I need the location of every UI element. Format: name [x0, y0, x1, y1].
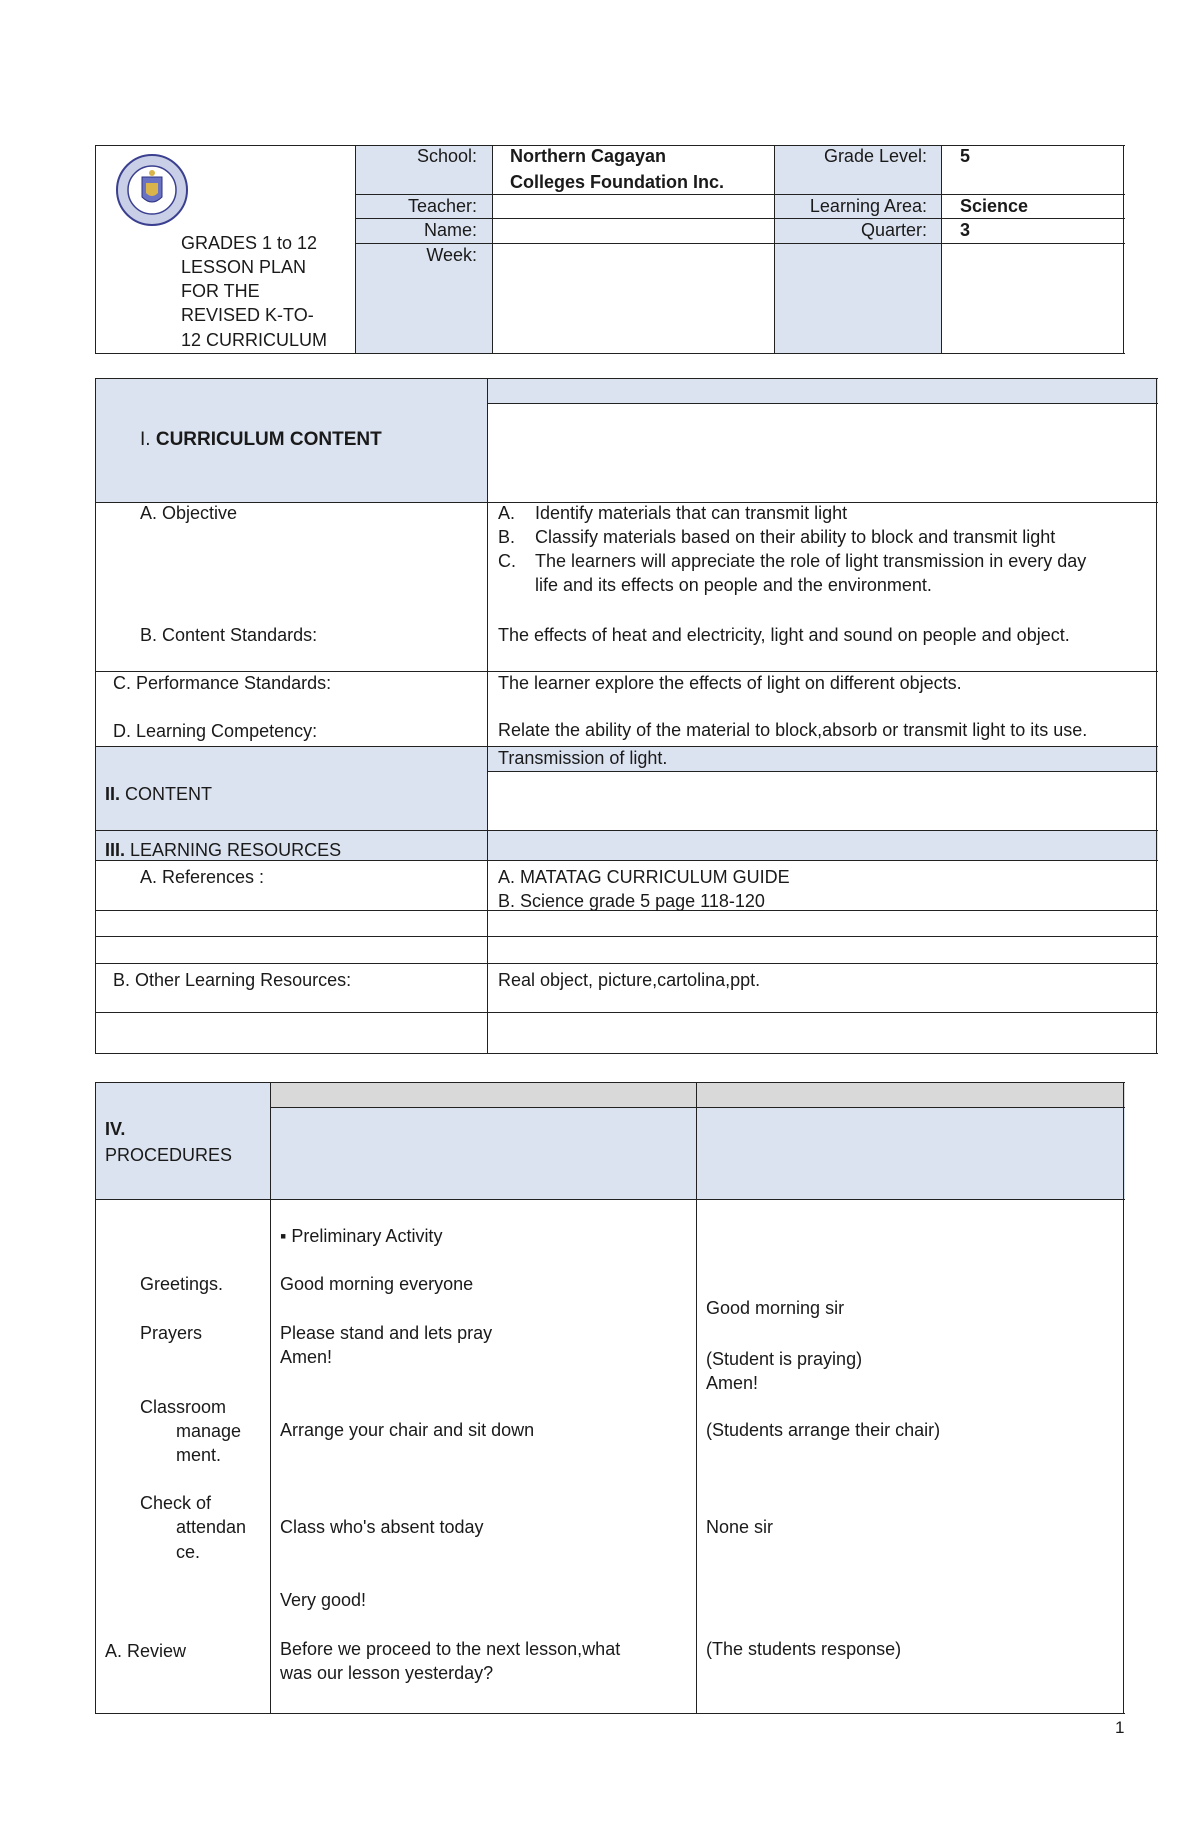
- classroom-label: ment.: [176, 1445, 222, 1465]
- classroom-label: Classroom: [140, 1397, 227, 1417]
- curriculum-section-title: [140, 429, 382, 451]
- section-number: II.: [105, 784, 121, 804]
- objective-letter: C.: [498, 551, 516, 571]
- learning-area-label: Learning Area:: [809, 196, 927, 216]
- review-label: A. Review: [105, 1641, 187, 1661]
- header-title-line: LESSON PLAN: [181, 257, 307, 277]
- objective-text: Identify materials that can transmit light: [535, 503, 848, 523]
- content-standards-label: B. Content Standards:: [140, 625, 318, 645]
- resources-section-title: [105, 839, 341, 861]
- attendance-label: ce.: [176, 1542, 201, 1562]
- section-title: CONTENT: [125, 784, 213, 804]
- bullet-icon: ▪: [280, 1226, 287, 1246]
- performance-standards-label: C. Performance Standards:: [113, 673, 332, 693]
- content-standards-value: The effects of heat and electricity, light and sound on people and object.: [498, 625, 1070, 645]
- procedures-header-fill: [95, 1082, 270, 1199]
- procedures-header-fill-2: [270, 1107, 1125, 1199]
- content-section-title: [105, 783, 212, 805]
- school-label: School:: [416, 146, 477, 166]
- section-title: CURRICULUM CONTENT: [155, 429, 382, 450]
- school-value: Northern Cagayan: [510, 146, 667, 166]
- curriculum-header-strip: [487, 378, 1158, 403]
- review-teacher: was our lesson yesterday?: [280, 1663, 494, 1683]
- very-good-text: Very good!: [280, 1590, 367, 1610]
- section-title: LEARNING RESOURCES: [130, 840, 342, 860]
- learning-competency-value: Relate the ability of the material to block,absorb or transmit light to its use.: [498, 720, 1088, 740]
- review-student: (The students response): [706, 1639, 902, 1659]
- other-resources-value: Real object, picture,cartolina,ppt.: [498, 970, 761, 990]
- preliminary-label: Preliminary Activity: [291, 1226, 443, 1246]
- attendance-student: None sir: [706, 1517, 774, 1537]
- classroom-teacher: Arrange your chair and sit down: [280, 1420, 535, 1440]
- objective-text-continued: life and its effects on people and the environment.: [535, 575, 932, 595]
- reference-item: B. Science grade 5 page 118-120: [498, 891, 765, 911]
- deped-seal-logo: [112, 153, 192, 228]
- procedures-number: IV.: [105, 1119, 126, 1139]
- procedures-title: PROCEDURES: [105, 1145, 233, 1165]
- section-number: III.: [105, 840, 126, 860]
- classroom-student: (Students arrange their chair): [706, 1420, 941, 1440]
- procedures-grey-strip: [270, 1082, 1125, 1107]
- review-teacher: Before we proceed to the next lesson,what: [280, 1639, 621, 1659]
- objective-letter: B.: [498, 527, 516, 547]
- section-number: I.: [140, 429, 151, 450]
- header-fill-labels-2: [774, 145, 941, 353]
- learning-area-value: Science: [960, 196, 1029, 216]
- objective-label: A. Objective: [140, 503, 238, 523]
- objective-text: Classify materials based on their ability to block and transmit light: [535, 527, 1056, 547]
- objective-text: The learners will appreciate the role of light transmission in every day: [535, 551, 1087, 571]
- attendance-label: attendan: [176, 1517, 247, 1537]
- preliminary-activity: [280, 1225, 442, 1247]
- header-title-line: GRADES 1 to 12: [181, 233, 318, 253]
- header-title-line: REVISED K-TO-: [181, 305, 314, 325]
- prayers-student: Amen!: [706, 1373, 759, 1393]
- attendance-label: Check of: [140, 1493, 212, 1513]
- name-label: Name:: [423, 220, 477, 240]
- greetings-student: Good morning sir: [706, 1298, 845, 1318]
- prayers-label: Prayers: [140, 1323, 203, 1343]
- header-title-line: 12 CURRICULUM: [181, 330, 328, 350]
- quarter-value: 3: [960, 220, 971, 240]
- week-label: Week:: [426, 245, 477, 265]
- reference-item: A. MATATAG CURRICULUM GUIDE: [498, 867, 790, 887]
- attendance-teacher: Class who's absent today: [280, 1517, 484, 1537]
- learning-competency-label: D. Learning Competency:: [113, 721, 318, 741]
- greetings-label: Greetings.: [140, 1274, 224, 1294]
- quarter-label: Quarter:: [860, 220, 927, 240]
- objective-letter: A.: [498, 503, 516, 523]
- teacher-label: Teacher:: [407, 196, 477, 216]
- classroom-label: manage: [176, 1421, 242, 1441]
- grade-level-value: 5: [960, 146, 971, 166]
- content-value: Transmission of light.: [498, 748, 668, 768]
- school-value: Colleges Foundation Inc.: [510, 172, 725, 192]
- greetings-teacher: Good morning everyone: [280, 1274, 474, 1294]
- other-resources-label: B. Other Learning Resources:: [113, 970, 352, 990]
- references-label: A. References :: [140, 867, 265, 887]
- prayers-teacher: Please stand and lets pray: [280, 1323, 493, 1343]
- page-number: 1: [1115, 1718, 1125, 1737]
- grade-level-label: Grade Level:: [823, 146, 927, 166]
- prayers-teacher: Amen!: [280, 1347, 333, 1367]
- performance-standards-value: The learner explore the effects of light on different objects.: [498, 673, 962, 693]
- prayers-student: (Student is praying): [706, 1349, 863, 1369]
- header-title-line: FOR THE: [181, 281, 260, 301]
